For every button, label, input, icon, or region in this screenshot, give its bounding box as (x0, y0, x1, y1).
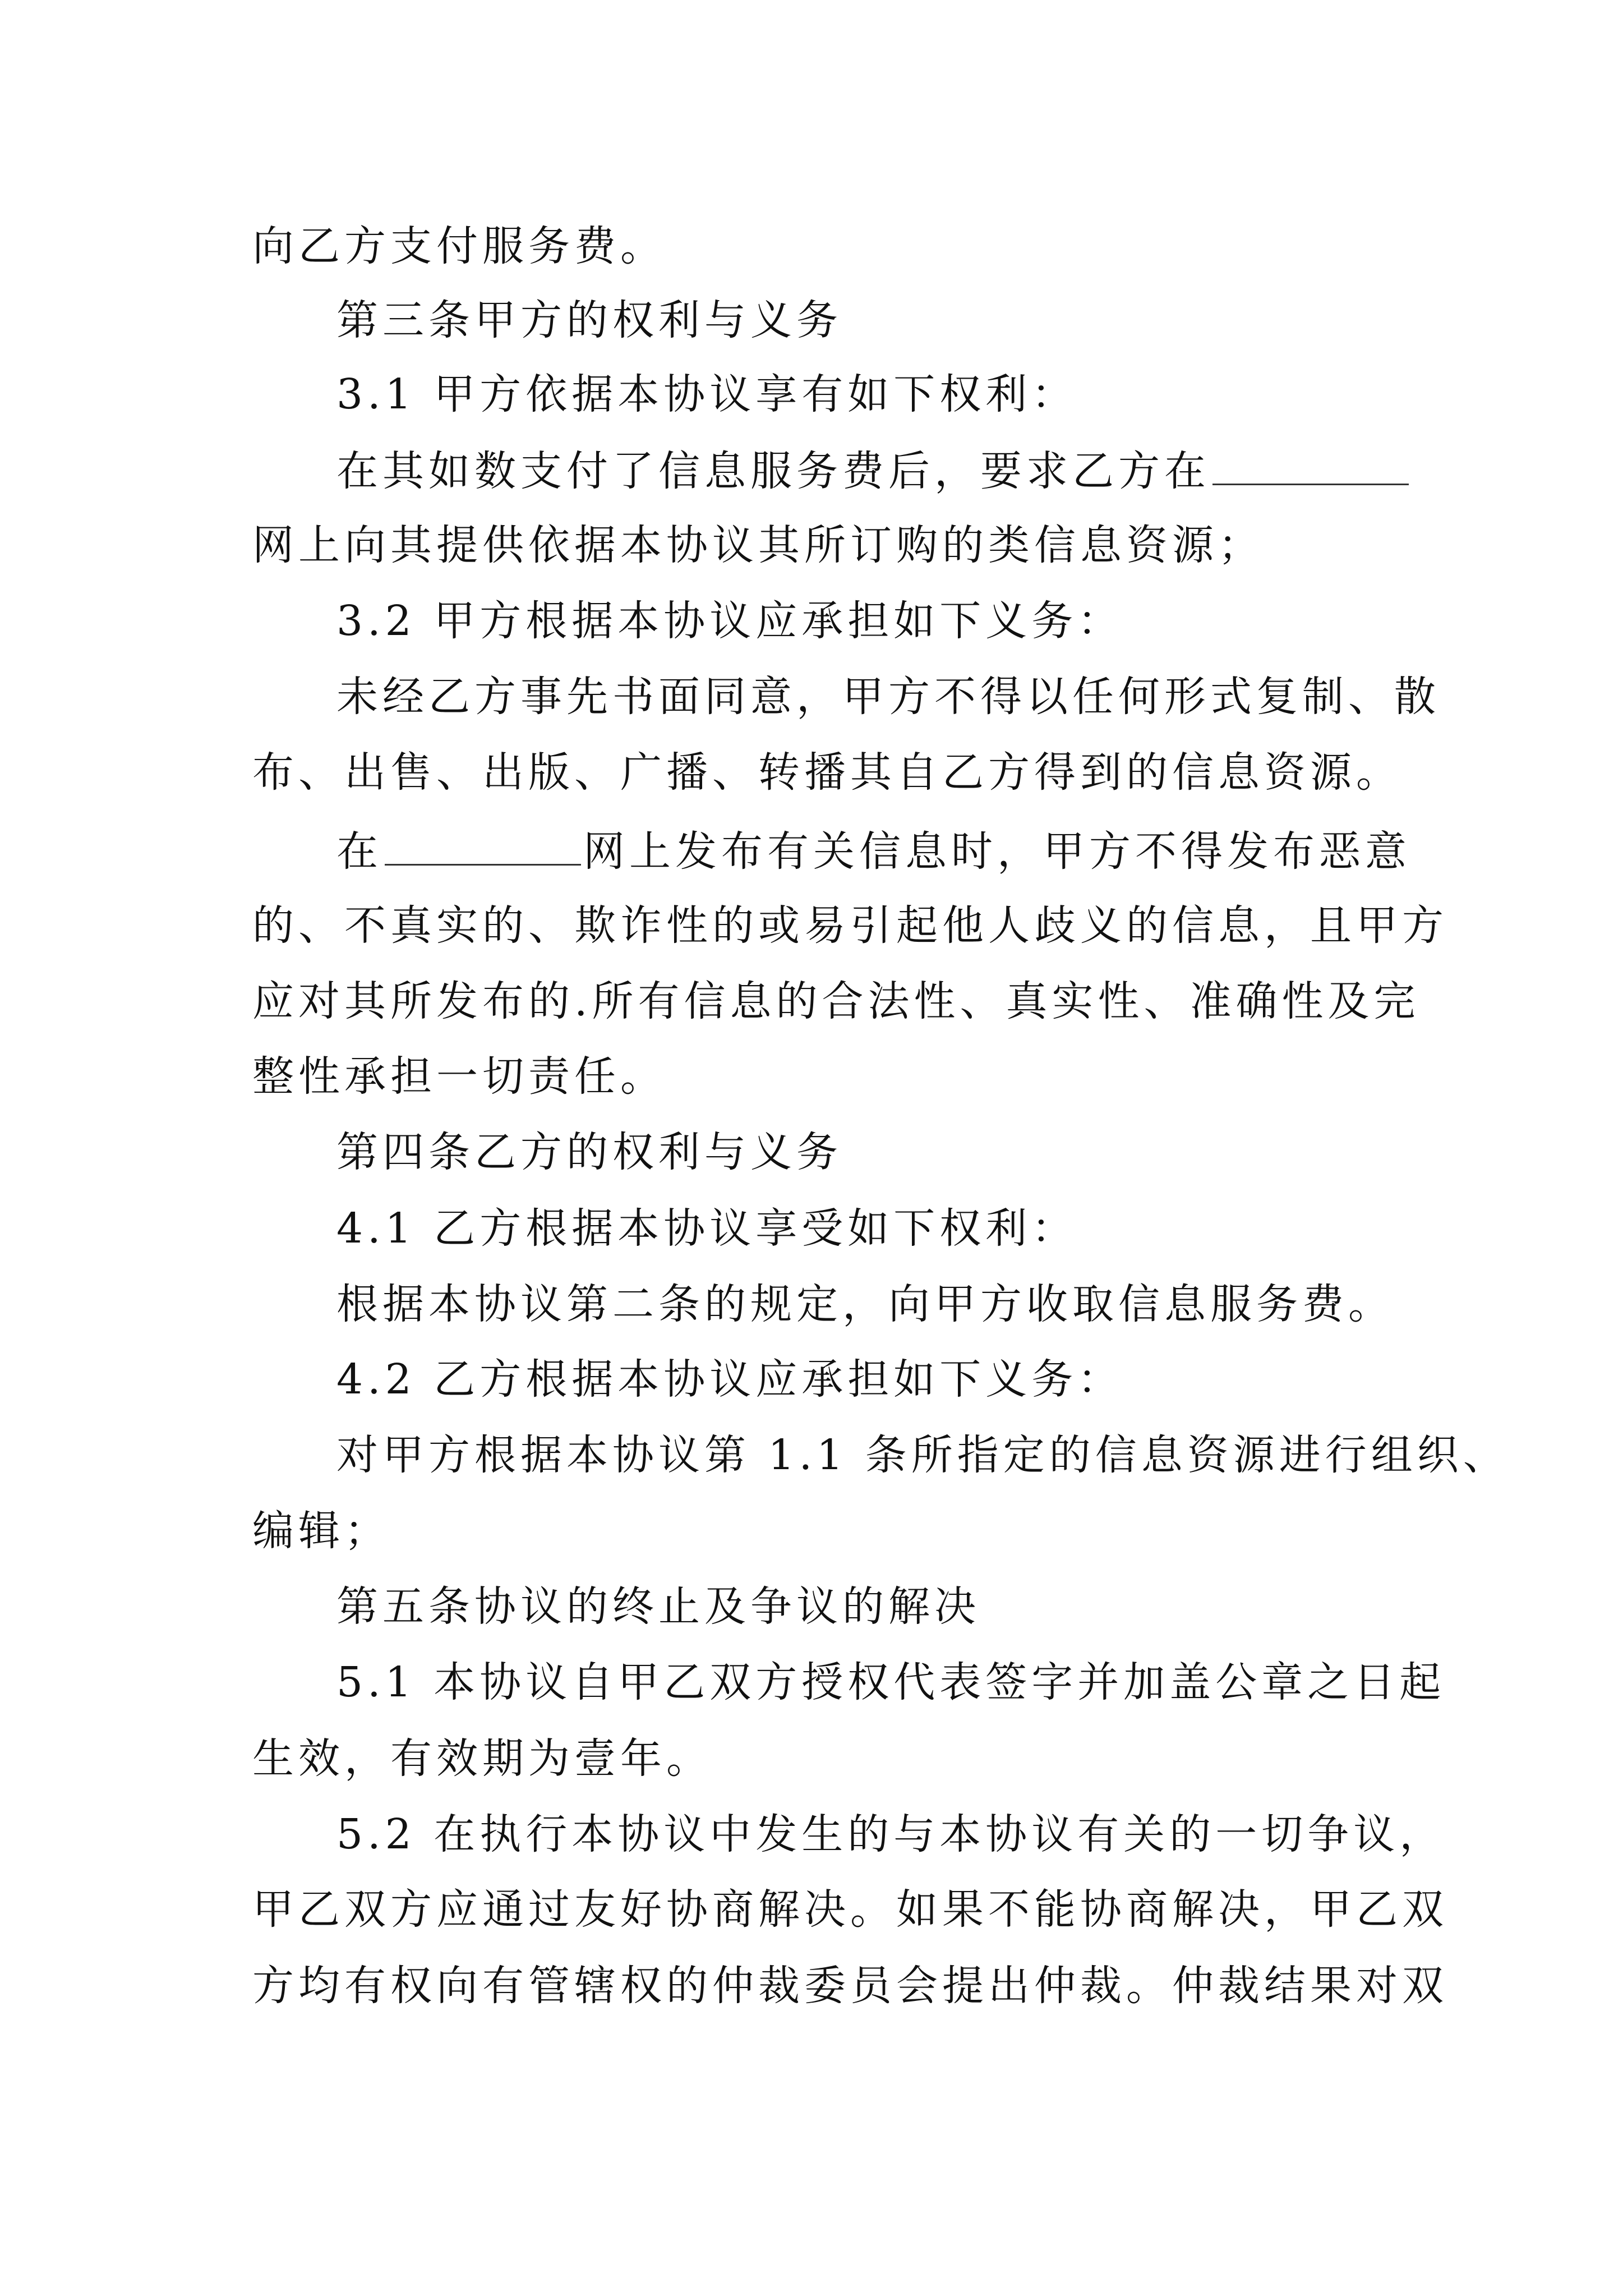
text-line: 5.1 本协议自甲乙双方授权代表签字并加盖公章之日起 (336, 1658, 1446, 1706)
text-segment: 在 (336, 827, 382, 876)
text-line: 甲乙双方应通过友好协商解决。如果不能协商解决，甲乙双 (252, 1885, 1448, 1934)
text-line: 整性承担一切责任。 (252, 1052, 666, 1101)
text-line: 编辑； (252, 1507, 390, 1555)
text-line: 向乙方支付服务费。 (252, 222, 666, 270)
clause-heading: 4.1 乙方根据本协议享受如下权利： (336, 1204, 1078, 1253)
text-line: 布、出售、出版、广播、转播其自乙方得到的信息资源。 (252, 748, 1402, 797)
section-heading: 第三条甲方的权利与义务 (336, 296, 842, 344)
fill-in-blank[interactable] (1212, 449, 1409, 485)
text-line: 对甲方根据本协议第 1.1 条所指定的信息资源进行组织、 (336, 1431, 1509, 1479)
section-heading: 第五条协议的终止及争议的解决 (336, 1582, 980, 1631)
clause-heading: 4.2 乙方根据本协议应承担如下义务： (336, 1355, 1124, 1404)
text-line: 方均有权向有管辖权的仲裁委员会提出仲裁。仲裁结果对双 (252, 1962, 1448, 2010)
text-line-with-blank (336, 827, 1411, 876)
section-heading: 第四条乙方的权利与义务 (336, 1128, 842, 1176)
clause-heading: 3.2 甲方根据本协议应承担如下义务： (336, 597, 1124, 645)
fill-in-blank[interactable] (385, 829, 581, 866)
clause-heading: 3.1 甲方依据本协议享有如下权利： (336, 370, 1078, 418)
text-line: 未经乙方事先书面同意，甲方不得以任何形式复制、散 (336, 673, 1440, 721)
text-segment: 网上发布有关信息时，甲方不得发布恶意 (583, 827, 1411, 876)
text-line: 5.2 在执行本协议中发生的与本协议有关的一切争议， (336, 1810, 1446, 1858)
text-line: 生效，有效期为壹年。 (252, 1734, 712, 1783)
text-line: 应对其所发布的.所有信息的合法性、真实性、准确性及完 (252, 977, 1420, 1025)
text-line: 的、不真实的、欺诈性的或易引起他人歧义的信息，且甲方 (252, 901, 1448, 950)
text-line: 根据本协议第二条的规定，向甲方收取信息服务费。 (336, 1280, 1394, 1328)
text-segment: 在其如数支付了信息服务费后，要求乙方在 (336, 447, 1210, 495)
text-line: 网上向其提供依据本协议其所订购的类信息资源； (252, 521, 1264, 569)
text-line-with-blank (336, 447, 1411, 495)
